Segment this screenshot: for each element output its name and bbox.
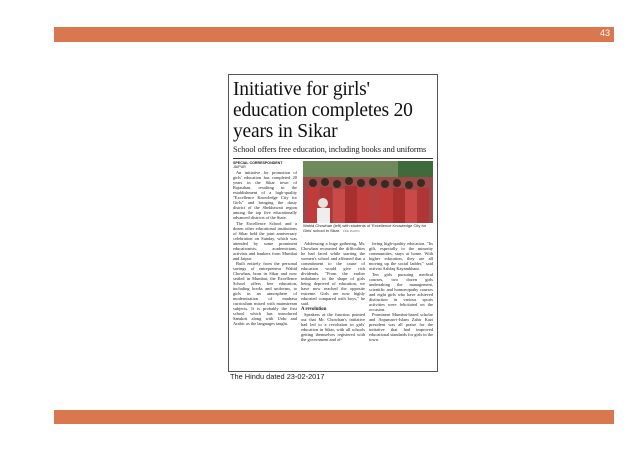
paragraph: fering high-quality education. "Its gift, especially to the minority communities, stays at home. With higher education, they are all moving up the social ladder," said activist Ashfaq Kayamkhani. xyxy=(369,241,433,271)
paragraph: An initiative for promotion of girls' education has completed 20 years in the Sikar town of Rajasthan, resulting in the establishment of a high-quality "Excellence Knowledge City for Girls" and bringing the dusty district of the Shekhawati region among the top five educationally advanced districts of the State. xyxy=(233,170,297,220)
paragraph: The Excellence School and a dozen other educational institutions of Sikar held the joint anniversary celebration on Sunday, which was attended by some prominent educationists, academicians, activists and bankers from Mumbai and Jaipur. xyxy=(233,220,297,261)
crowd-photo-illustration xyxy=(303,161,433,223)
subhead: A revolution xyxy=(301,306,327,312)
article-strap: School offers free education, including books and uniforms xyxy=(233,145,427,154)
paragraph: Addressing a huge gathering, Mr. Chowhan recounted the difficulties he had faced while starting the women's school and affirmed that a commitment to the cause of education would give rich dividends. "From the earlier imbalance in the shape of girls being deprived of education, we have now reached the opposite extreme. Girls are now highly educated compared with boys," he said. xyxy=(301,241,365,306)
photo-credit: FILE PHOTO xyxy=(343,228,360,233)
top-band xyxy=(54,27,614,42)
byline: SPECIAL CORRESPONDENT xyxy=(233,161,283,165)
dateline: JAIPUR xyxy=(233,165,246,169)
paragraph: Built entirely from the personal savings of entrepreneur Wahid Chowhan, born in Sikar and now settled in Mumbai, the Excellence School offers free education, including books and uniforms, to girls in an atmosphere of modernisation of madrasa curriculum mixed with mainstream subjects. It is probably the first school which has introduced Sanskrit along with Urdu and Arabic as the languages taught. xyxy=(233,261,297,326)
page-number: 43 xyxy=(599,28,610,38)
paragraph: Prominent Mumbai-based scholar and Anjuman-i-Islam Zahir Kazi president was all praise for the initiative that had improved educational standards for girls in the town. xyxy=(369,312,433,342)
photo-caption xyxy=(303,224,433,233)
article-column-1 xyxy=(233,161,297,372)
article-body xyxy=(233,161,433,372)
headline-rule xyxy=(233,158,433,159)
caption-text: Wahid Chowhan (left) with students of 'Excellence Knowledge City for Girls' school in Sikar. xyxy=(303,223,427,233)
paragraph: Speakers at the function pointed out that Mr. Chowhan's initiative had led to a revolution in girls' education in Sikar, with all schools getting themselves registered with the government and of- xyxy=(301,312,365,342)
article-photo xyxy=(303,161,433,223)
paragraph: Ten girls pursuing medical courses, two dozen girls undertaking the management, scientific and homoeopathy courses and eight girls who have achieved distinction in various sports activities were felicitated on the occasion. xyxy=(369,271,433,312)
article-headline: Initiative for girls' education completes 20 years in Sikar xyxy=(233,79,413,142)
source-caption: The Hindu dated 23-02-2017 xyxy=(230,372,325,381)
bottom-band xyxy=(54,410,614,424)
article-column-2 xyxy=(301,241,365,372)
newspaper-clipping xyxy=(228,74,438,372)
article-column-3 xyxy=(369,241,433,372)
